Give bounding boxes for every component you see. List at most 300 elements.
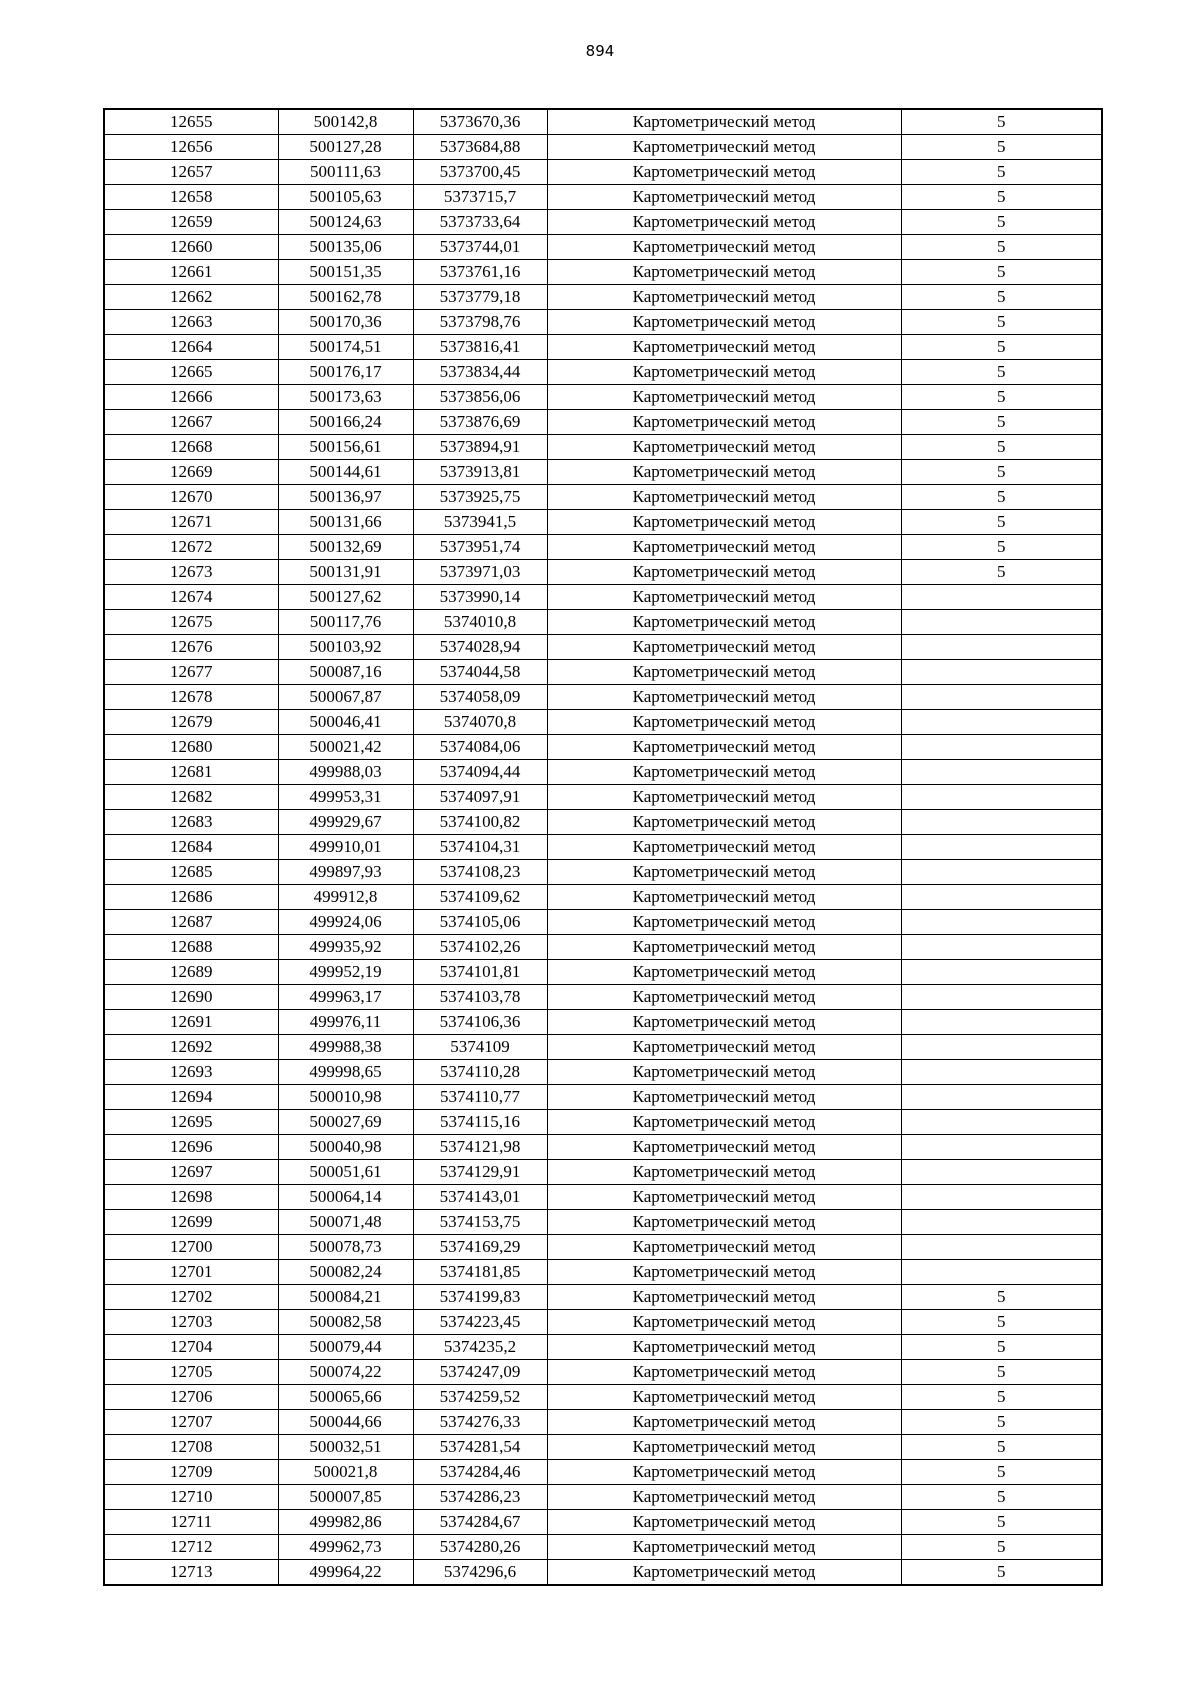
y-coordinate-cell: 5374028,94 [413,635,547,660]
x-coordinate-cell: 500071,48 [278,1210,413,1235]
x-coordinate-cell: 499912,8 [278,885,413,910]
point-number-cell: 12691 [104,1010,278,1035]
accuracy-cell [901,785,1102,810]
point-number-cell: 12666 [104,385,278,410]
table-row [104,1160,1102,1185]
point-number-cell: 12693 [104,1060,278,1085]
accuracy-cell [901,710,1102,735]
accuracy-cell: 5 [901,210,1102,235]
table-row [104,460,1102,485]
y-coordinate-cell: 5374109 [413,1035,547,1060]
x-coordinate-cell: 500103,92 [278,635,413,660]
y-coordinate-cell: 5374105,06 [413,910,547,935]
x-coordinate-cell: 499929,67 [278,810,413,835]
table-row [104,210,1102,235]
table-row [104,285,1102,310]
method-cell: Картометрический метод [547,1510,901,1535]
method-cell: Картометрический метод [547,1560,901,1586]
accuracy-cell: 5 [901,510,1102,535]
x-coordinate-cell: 500166,24 [278,410,413,435]
method-cell: Картометрический метод [547,535,901,560]
accuracy-cell: 5 [901,1385,1102,1410]
coordinates-table [103,108,1103,1586]
table-row [104,685,1102,710]
method-cell: Картометрический метод [547,835,901,860]
y-coordinate-cell: 5374199,83 [413,1285,547,1310]
accuracy-cell: 5 [901,135,1102,160]
table-row [104,385,1102,410]
y-coordinate-cell: 5373816,41 [413,335,547,360]
y-coordinate-cell: 5374235,2 [413,1335,547,1360]
y-coordinate-cell: 5373715,7 [413,185,547,210]
y-coordinate-cell: 5374106,36 [413,1010,547,1035]
accuracy-cell [901,635,1102,660]
point-number-cell: 12710 [104,1485,278,1510]
table-row [104,835,1102,860]
x-coordinate-cell: 500135,06 [278,235,413,260]
accuracy-cell: 5 [901,410,1102,435]
x-coordinate-cell: 499982,86 [278,1510,413,1535]
y-coordinate-cell: 5374296,6 [413,1560,547,1586]
x-coordinate-cell: 500127,28 [278,135,413,160]
accuracy-cell: 5 [901,485,1102,510]
accuracy-cell: 5 [901,1560,1102,1586]
method-cell: Картометрический метод [547,335,901,360]
table-row [104,1110,1102,1135]
accuracy-cell [901,1210,1102,1235]
table-row [104,135,1102,160]
point-number-cell: 12700 [104,1235,278,1260]
table-row [104,1060,1102,1085]
accuracy-cell [901,1260,1102,1285]
table-row [104,1285,1102,1310]
x-coordinate-cell: 500151,35 [278,260,413,285]
x-coordinate-cell: 499910,01 [278,835,413,860]
table-row [104,810,1102,835]
table-row [104,1010,1102,1035]
y-coordinate-cell: 5374169,29 [413,1235,547,1260]
table-row [104,1185,1102,1210]
accuracy-cell [901,1035,1102,1060]
table-row [104,735,1102,760]
table-row [104,1335,1102,1360]
page-number: 894 [585,42,615,60]
method-cell: Картометрический метод [547,360,901,385]
x-coordinate-cell: 500131,91 [278,560,413,585]
accuracy-cell: 5 [901,1510,1102,1535]
y-coordinate-cell: 5373670,36 [413,109,547,135]
point-number-cell: 12690 [104,985,278,1010]
point-number-cell: 12657 [104,160,278,185]
point-number-cell: 12680 [104,735,278,760]
accuracy-cell [901,1110,1102,1135]
x-coordinate-cell: 499964,22 [278,1560,413,1586]
table-row [104,610,1102,635]
table-row [104,1510,1102,1535]
point-number-cell: 12660 [104,235,278,260]
point-number-cell: 12662 [104,285,278,310]
accuracy-cell: 5 [901,435,1102,460]
y-coordinate-cell: 5374115,16 [413,1110,547,1135]
point-number-cell: 12704 [104,1335,278,1360]
x-coordinate-cell: 500032,51 [278,1435,413,1460]
table-row [104,1235,1102,1260]
accuracy-cell [901,935,1102,960]
method-cell: Картометрический метод [547,485,901,510]
point-number-cell: 12686 [104,885,278,910]
method-cell: Картометрический метод [547,785,901,810]
table-row [104,860,1102,885]
table-row [104,535,1102,560]
method-cell: Картометрический метод [547,885,901,910]
y-coordinate-cell: 5374280,26 [413,1535,547,1560]
x-coordinate-cell: 500170,36 [278,310,413,335]
method-cell: Картометрический метод [547,210,901,235]
method-cell: Картометрический метод [547,1260,901,1285]
point-number-cell: 12695 [104,1110,278,1135]
table-row [104,1410,1102,1435]
x-coordinate-cell: 500117,76 [278,610,413,635]
method-cell: Картометрический метод [547,1460,901,1485]
y-coordinate-cell: 5374100,82 [413,810,547,835]
method-cell: Картометрический метод [547,1335,901,1360]
point-number-cell: 12681 [104,760,278,785]
accuracy-cell: 5 [901,385,1102,410]
point-number-cell: 12669 [104,460,278,485]
method-cell: Картометрический метод [547,410,901,435]
x-coordinate-cell: 500074,22 [278,1360,413,1385]
point-number-cell: 12694 [104,1085,278,1110]
method-cell: Картометрический метод [547,185,901,210]
table-row [104,1535,1102,1560]
method-cell: Картометрический метод [547,1185,901,1210]
y-coordinate-cell: 5374070,8 [413,710,547,735]
method-cell: Картометрический метод [547,610,901,635]
accuracy-cell [901,910,1102,935]
accuracy-cell [901,885,1102,910]
method-cell: Картометрический метод [547,960,901,985]
y-coordinate-cell: 5374223,45 [413,1310,547,1335]
point-number-cell: 12682 [104,785,278,810]
accuracy-cell: 5 [901,109,1102,135]
x-coordinate-cell: 500065,66 [278,1385,413,1410]
table-row [104,360,1102,385]
x-coordinate-cell: 499924,06 [278,910,413,935]
x-coordinate-cell: 500082,58 [278,1310,413,1335]
method-cell: Картометрический метод [547,435,901,460]
y-coordinate-cell: 5374153,75 [413,1210,547,1235]
accuracy-cell [901,960,1102,985]
y-coordinate-cell: 5374010,8 [413,610,547,635]
x-coordinate-cell: 500174,51 [278,335,413,360]
accuracy-cell [901,1010,1102,1035]
table-row [104,1035,1102,1060]
method-cell: Картометрический метод [547,109,901,135]
point-number-cell: 12663 [104,310,278,335]
point-number-cell: 12672 [104,535,278,560]
method-cell: Картометрический метод [547,460,901,485]
point-number-cell: 12707 [104,1410,278,1435]
x-coordinate-cell: 500064,14 [278,1185,413,1210]
method-cell: Картометрический метод [547,760,901,785]
point-number-cell: 12685 [104,860,278,885]
method-cell: Картометрический метод [547,910,901,935]
x-coordinate-cell: 499963,17 [278,985,413,1010]
y-coordinate-cell: 5374084,06 [413,735,547,760]
accuracy-cell: 5 [901,560,1102,585]
y-coordinate-cell: 5373700,45 [413,160,547,185]
x-coordinate-cell: 500144,61 [278,460,413,485]
x-coordinate-cell: 500078,73 [278,1235,413,1260]
y-coordinate-cell: 5374284,67 [413,1510,547,1535]
y-coordinate-cell: 5374247,09 [413,1360,547,1385]
y-coordinate-cell: 5374281,54 [413,1435,547,1460]
method-cell: Картометрический метод [547,310,901,335]
table-row [104,1460,1102,1485]
x-coordinate-cell: 500044,66 [278,1410,413,1435]
x-coordinate-cell: 500176,17 [278,360,413,385]
accuracy-cell: 5 [901,535,1102,560]
table-row [104,435,1102,460]
x-coordinate-cell: 500082,24 [278,1260,413,1285]
y-coordinate-cell: 5374143,01 [413,1185,547,1210]
table-row [104,660,1102,685]
y-coordinate-cell: 5374109,62 [413,885,547,910]
point-number-cell: 12665 [104,360,278,385]
y-coordinate-cell: 5374101,81 [413,960,547,985]
method-cell: Картометрический метод [547,1035,901,1060]
method-cell: Картометрический метод [547,1235,901,1260]
x-coordinate-cell: 500173,63 [278,385,413,410]
x-coordinate-cell: 499897,93 [278,860,413,885]
method-cell: Картометрический метод [547,1060,901,1085]
accuracy-cell: 5 [901,1285,1102,1310]
table-row [104,310,1102,335]
x-coordinate-cell: 499988,38 [278,1035,413,1060]
table-row [104,710,1102,735]
x-coordinate-cell: 500156,61 [278,435,413,460]
y-coordinate-cell: 5373951,74 [413,535,547,560]
table-row [104,935,1102,960]
point-number-cell: 12684 [104,835,278,860]
accuracy-cell: 5 [901,160,1102,185]
x-coordinate-cell: 499953,31 [278,785,413,810]
table-row [104,985,1102,1010]
table-row [104,1310,1102,1335]
method-cell: Картометрический метод [547,1110,901,1135]
x-coordinate-cell: 500084,21 [278,1285,413,1310]
method-cell: Картометрический метод [547,735,901,760]
point-number-cell: 12674 [104,585,278,610]
point-number-cell: 12702 [104,1285,278,1310]
accuracy-cell [901,1185,1102,1210]
x-coordinate-cell: 500007,85 [278,1485,413,1510]
point-number-cell: 12709 [104,1460,278,1485]
y-coordinate-cell: 5374259,52 [413,1385,547,1410]
x-coordinate-cell: 499988,03 [278,760,413,785]
point-number-cell: 12661 [104,260,278,285]
method-cell: Картометрический метод [547,810,901,835]
method-cell: Картометрический метод [547,635,901,660]
table-row [104,1360,1102,1385]
table-row [104,910,1102,935]
accuracy-cell: 5 [901,1535,1102,1560]
accuracy-cell [901,660,1102,685]
point-number-cell: 12655 [104,109,278,135]
table-row [104,1435,1102,1460]
table-row [104,635,1102,660]
accuracy-cell: 5 [901,1360,1102,1385]
table-row [104,185,1102,210]
accuracy-cell [901,760,1102,785]
method-cell: Картометрический метод [547,285,901,310]
y-coordinate-cell: 5373733,64 [413,210,547,235]
point-number-cell: 12670 [104,485,278,510]
accuracy-cell: 5 [901,1435,1102,1460]
point-number-cell: 12659 [104,210,278,235]
point-number-cell: 12688 [104,935,278,960]
method-cell: Картометрический метод [547,1410,901,1435]
x-coordinate-cell: 500046,41 [278,710,413,735]
point-number-cell: 12679 [104,710,278,735]
x-coordinate-cell: 500132,69 [278,535,413,560]
method-cell: Картометрический метод [547,860,901,885]
method-cell: Картометрический метод [547,1485,901,1510]
accuracy-cell: 5 [901,285,1102,310]
accuracy-cell [901,585,1102,610]
table-row [104,1135,1102,1160]
point-number-cell: 12708 [104,1435,278,1460]
point-number-cell: 12658 [104,185,278,210]
y-coordinate-cell: 5374276,33 [413,1410,547,1435]
x-coordinate-cell: 500124,63 [278,210,413,235]
y-coordinate-cell: 5374284,46 [413,1460,547,1485]
accuracy-cell: 5 [901,1335,1102,1360]
method-cell: Картометрический метод [547,1010,901,1035]
y-coordinate-cell: 5374097,91 [413,785,547,810]
method-cell: Картометрический метод [547,1085,901,1110]
y-coordinate-cell: 5373779,18 [413,285,547,310]
point-number-cell: 12706 [104,1385,278,1410]
y-coordinate-cell: 5373894,91 [413,435,547,460]
x-coordinate-cell: 500111,63 [278,160,413,185]
table-row [104,885,1102,910]
table-row [104,109,1102,135]
point-number-cell: 12667 [104,410,278,435]
method-cell: Картометрический метод [547,135,901,160]
accuracy-cell: 5 [901,310,1102,335]
y-coordinate-cell: 5373834,44 [413,360,547,385]
accuracy-cell: 5 [901,1460,1102,1485]
y-coordinate-cell: 5373876,69 [413,410,547,435]
method-cell: Картометрический метод [547,1435,901,1460]
x-coordinate-cell: 499976,11 [278,1010,413,1035]
table-row [104,260,1102,285]
method-cell: Картометрический метод [547,985,901,1010]
point-number-cell: 12705 [104,1360,278,1385]
table-row [104,485,1102,510]
method-cell: Картометрический метод [547,660,901,685]
table-row [104,960,1102,985]
accuracy-cell: 5 [901,260,1102,285]
method-cell: Картометрический метод [547,1360,901,1385]
method-cell: Картометрический метод [547,1135,901,1160]
point-number-cell: 12698 [104,1185,278,1210]
method-cell: Картометрический метод [547,1285,901,1310]
point-number-cell: 12687 [104,910,278,935]
x-coordinate-cell: 499962,73 [278,1535,413,1560]
y-coordinate-cell: 5374058,09 [413,685,547,710]
accuracy-cell [901,810,1102,835]
point-number-cell: 12692 [104,1035,278,1060]
y-coordinate-cell: 5374121,98 [413,1135,547,1160]
method-cell: Картометрический метод [547,1310,901,1335]
point-number-cell: 12701 [104,1260,278,1285]
x-coordinate-cell: 500079,44 [278,1335,413,1360]
point-number-cell: 12678 [104,685,278,710]
x-coordinate-cell: 500142,8 [278,109,413,135]
x-coordinate-cell: 499935,92 [278,935,413,960]
x-coordinate-cell: 500127,62 [278,585,413,610]
table-row [104,1560,1102,1586]
point-number-cell: 12713 [104,1560,278,1586]
y-coordinate-cell: 5373684,88 [413,135,547,160]
point-number-cell: 12676 [104,635,278,660]
table-row [104,785,1102,810]
table-row [104,1385,1102,1410]
table-row [104,585,1102,610]
accuracy-cell [901,1085,1102,1110]
y-coordinate-cell: 5374110,77 [413,1085,547,1110]
method-cell: Картометрический метод [547,235,901,260]
accuracy-cell [901,1060,1102,1085]
point-number-cell: 12703 [104,1310,278,1335]
table-row [104,1210,1102,1235]
method-cell: Картометрический метод [547,1160,901,1185]
method-cell: Картометрический метод [547,1535,901,1560]
method-cell: Картометрический метод [547,560,901,585]
y-coordinate-cell: 5373913,81 [413,460,547,485]
accuracy-cell [901,735,1102,760]
method-cell: Картометрический метод [547,585,901,610]
table-row [104,760,1102,785]
x-coordinate-cell: 499998,65 [278,1060,413,1085]
point-number-cell: 12696 [104,1135,278,1160]
point-number-cell: 12673 [104,560,278,585]
accuracy-cell: 5 [901,1410,1102,1435]
method-cell: Картометрический метод [547,510,901,535]
point-number-cell: 12711 [104,1510,278,1535]
method-cell: Картометрический метод [547,260,901,285]
table-row [104,510,1102,535]
table-row [104,560,1102,585]
accuracy-cell [901,860,1102,885]
y-coordinate-cell: 5374286,23 [413,1485,547,1510]
y-coordinate-cell: 5373744,01 [413,235,547,260]
x-coordinate-cell: 500131,66 [278,510,413,535]
point-number-cell: 12699 [104,1210,278,1235]
x-coordinate-cell: 500021,42 [278,735,413,760]
y-coordinate-cell: 5373971,03 [413,560,547,585]
point-number-cell: 12712 [104,1535,278,1560]
accuracy-cell: 5 [901,460,1102,485]
accuracy-cell [901,835,1102,860]
x-coordinate-cell: 500027,69 [278,1110,413,1135]
method-cell: Картометрический метод [547,385,901,410]
y-coordinate-cell: 5374044,58 [413,660,547,685]
x-coordinate-cell: 500067,87 [278,685,413,710]
accuracy-cell: 5 [901,1485,1102,1510]
